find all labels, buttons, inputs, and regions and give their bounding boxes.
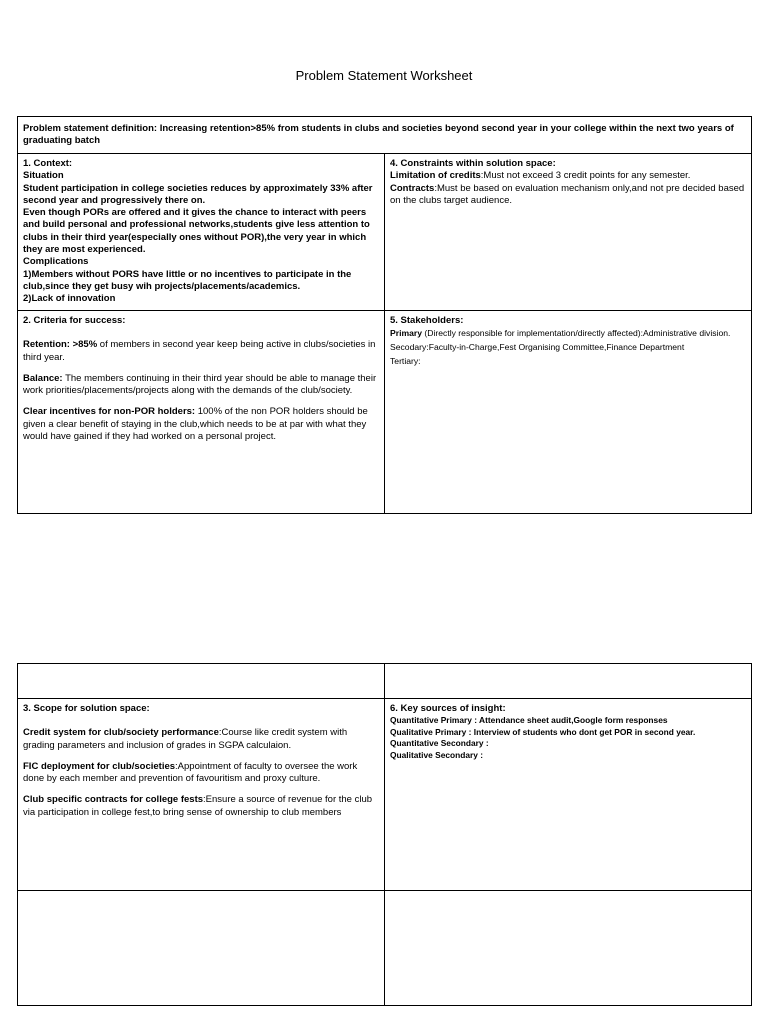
criteria-item: Clear incentives for non-POR holders: 100% of the non POR holders should be given a clear benefit of staying in the club,which needs to be at par with what they would have gained if they had worked on a personal project.: [23, 406, 368, 443]
context-line: Even though PORs are offered and it gives the chance to interact with peers and build personal and professional networks,students give less attention to clubs in their third year(especially ones without POR),the very year in which they are most experienced.: [23, 207, 370, 256]
context-line: Situation: [23, 170, 64, 182]
stakeholders-heading: 5. Stakeholders:: [390, 315, 464, 326]
insight-line: Qualitative Secondary :: [390, 749, 484, 760]
constraint-item: Limitation of credits:Must not exceed 3 credit points for any semester.: [390, 170, 691, 182]
insights-cell: [384, 698, 752, 891]
context-cell: [17, 153, 385, 311]
insight-line: Quantitative Primary : Attendance sheet audit,Google form responses: [390, 715, 668, 726]
stakeholders-primary: Primary (Directly responsible for implementation/directly affected):Administrative division.: [390, 328, 731, 339]
stakeholders-secondary: Secodary:Faculty-in-Charge,Fest Organising Committee,Finance Department: [390, 342, 685, 352]
context-line: Complications: [23, 256, 89, 268]
constraints-cell: [384, 153, 752, 311]
stakeholders-cell: [384, 310, 752, 514]
empty-cell: [17, 890, 385, 1006]
criteria-cell: [17, 310, 385, 514]
context-line: Student participation in college societies reduces by approximately 33% after second year and progressively there on.: [23, 182, 373, 206]
criteria-heading: 2. Criteria for success:: [23, 315, 126, 326]
insights-heading: 6. Key sources of insight:: [390, 703, 506, 714]
scope-cell: [17, 698, 385, 891]
empty-cell: [17, 663, 385, 699]
context-line: 2)Lack of innovation: [23, 293, 116, 305]
insight-line: Qualitative Primary : Interview of students who dont get POR in second year.: [390, 726, 696, 737]
problem-definition-text: Problem statement definition: Increasing retention>85% from students in clubs and societies beyond second year in your college within the next two years of graduating batch: [23, 123, 734, 147]
scope-item: Credit system for club/society performance:Course like credit system with grading parameters and inclusion of grades in SGPA calculaion.: [23, 727, 348, 751]
page-title: Problem Statement Worksheet: [295, 68, 473, 83]
stakeholders-tertiary: Tertiary:: [390, 355, 421, 366]
scope-item: FIC deployment for club/societies:Appointment of faculty to oversee the work done by each member and prevention of favouritism and proxy culture.: [23, 760, 358, 785]
insight-line: Quantitative Secondary :: [390, 738, 489, 749]
scope-heading: 3. Scope for solution space:: [23, 703, 150, 714]
scope-item: Club specific contracts for college fests:Ensure a source of revenue for the club via participation in college fest,to bring sense of ownership to club members: [23, 794, 373, 818]
context-line: 1)Members without PORS have little or no incentives to participate in the club,since they get busy wih projects/placements/academics.: [23, 268, 352, 292]
empty-cell: [384, 663, 752, 699]
constraint-item: Contracts:Must be based on evaluation mechanism only,and not pre decided based on the clubs target audience.: [390, 182, 745, 206]
empty-cell: [384, 890, 752, 1006]
criteria-item: Balance: The members continuing in their third year should be able to manage their work priorities/placements/projects along with the demands of the club/society.: [23, 372, 377, 397]
problem-definition-cell: [17, 116, 752, 154]
context-heading: 1. Context:: [23, 158, 73, 169]
criteria-item: Retention: >85% of members in second year keep being active in clubs/societies in third year.: [23, 339, 376, 363]
constraints-heading: 4. Constraints within solution space:: [390, 158, 556, 169]
